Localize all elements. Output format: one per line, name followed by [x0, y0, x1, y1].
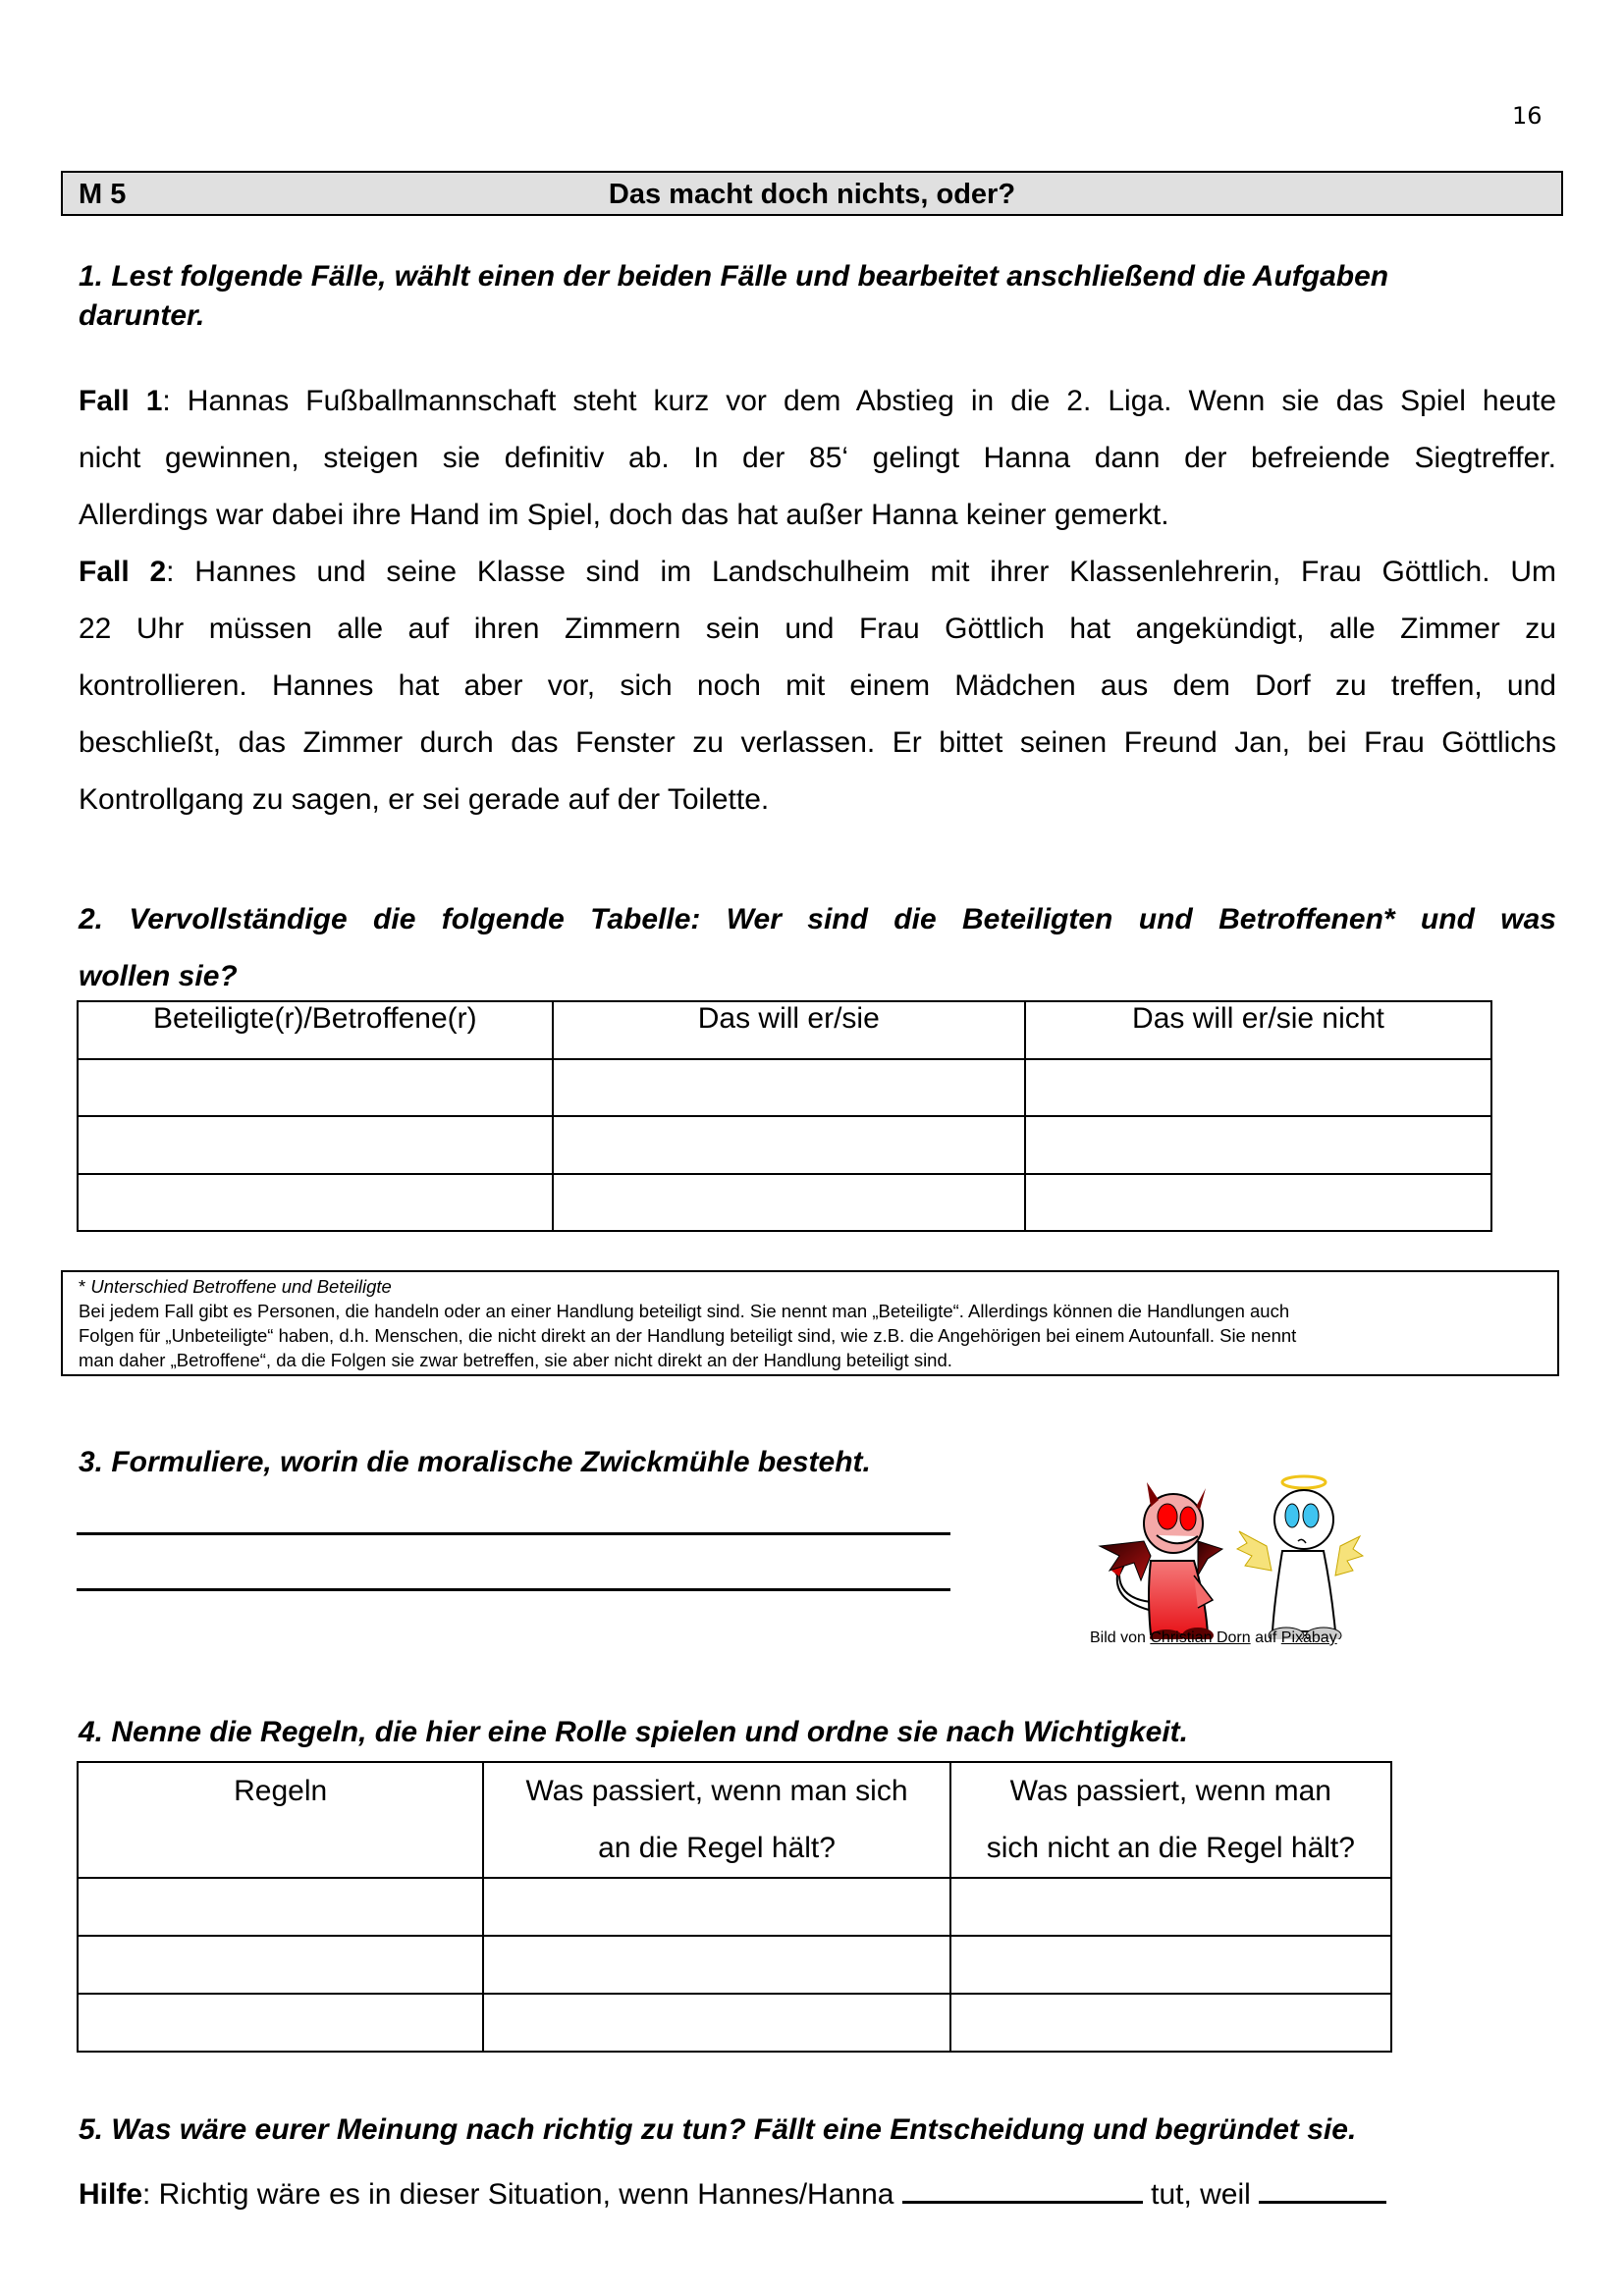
case-2-line: : Hannes und seine Klasse sind im Landschulheim mit ihrer Klassenlehrerin, Frau Göttlich. Um: [166, 556, 1556, 588]
answer-blank-reason[interactable]: [1259, 2173, 1386, 2204]
header-cell: [483, 1762, 949, 1878]
case-2-line: Kontrollgang zu sagen, er sei gerade auf der Toilette.: [79, 783, 770, 816]
task-1-line: 1. Lest folgende Fälle, wählt einen der beiden Fälle und bearbeitet anschließend die Aufgaben: [79, 260, 1389, 293]
definition-note: [61, 1270, 1559, 1376]
credit-mid: auf: [1250, 1629, 1281, 1646]
answer-cell[interactable]: [1025, 1059, 1491, 1116]
note-line: Bei jedem Fall gibt es Personen, die handeln oder an einer Handlung beteiligt sind. Sie nennt man „Beteiligte“. Allerdings können die Handlungen auch: [79, 1301, 1290, 1321]
task-2-line: wollen sie?: [79, 960, 238, 992]
answer-line[interactable]: [77, 1588, 950, 1591]
source-link[interactable]: Pixabay: [1280, 1629, 1337, 1646]
header-cell: [78, 1762, 483, 1878]
answer-cell[interactable]: [78, 1936, 483, 1994]
answer-cell[interactable]: [483, 1878, 949, 1936]
hint-label: Hilfe: [79, 2178, 143, 2211]
case-1-label: Fall 1: [79, 385, 163, 417]
task-4-heading: 4. Nenne die Regeln, die hier eine Rolle spielen und ordne sie nach Wichtigkeit.: [79, 1716, 1188, 1748]
asterisk: *: [79, 1276, 91, 1297]
page-title: Das macht doch nichts, oder?: [608, 179, 1016, 210]
answer-cell[interactable]: [78, 1059, 553, 1116]
hint-mid: tut, weil: [1142, 2178, 1260, 2211]
table-row: [78, 1936, 1391, 1994]
task-5-heading: 5. Was wäre eurer Meinung nach richtig zu tun? Fällt eine Entscheidung und begründet sie.: [79, 2113, 1357, 2146]
author-link[interactable]: Christian Dorn: [1150, 1629, 1251, 1646]
answer-cell[interactable]: [483, 1936, 949, 1994]
task-3-heading: 3. Formuliere, worin die moralische Zwickmühle besteht.: [79, 1446, 871, 1478]
header-cell: Das will er/sie nicht: [1025, 1001, 1491, 1059]
header-line: Was passiert, wenn man: [1009, 1775, 1331, 1807]
task-2-heading: [79, 891, 1556, 1005]
table-row: [78, 1174, 1491, 1231]
answer-cell[interactable]: [553, 1116, 1025, 1174]
hint-text: : Richtig wäre es in dieser Situation, wenn Hannes/Hanna: [142, 2178, 902, 2211]
case-2-line: 22 Uhr müssen alle auf ihren Zimmern sein und Frau Göttlich hat angekündigt, alle Zimmer zu: [79, 613, 1556, 645]
table-row: [78, 1116, 1491, 1174]
header-cell: Das will er/sie: [553, 1001, 1025, 1059]
case-1-text: [79, 373, 1556, 544]
header-cell: Beteiligte(r)/Betroffene(r): [78, 1001, 553, 1059]
note-heading: [79, 1274, 1542, 1299]
answer-cell[interactable]: [950, 1936, 1391, 1994]
answer-blank-action[interactable]: [902, 2173, 1143, 2204]
case-1-line: nicht gewinnen, steigen sie definitiv ab. In der 85‘ gelingt Hanna dann der befreiende Siegtreffer.: [79, 442, 1556, 474]
table-row: [78, 1878, 1391, 1936]
case-2-line: kontrollieren. Hannes hat aber vor, sich noch mit einem Mädchen aus dem Dorf zu treffen, und: [79, 669, 1556, 702]
task-5-hint: [79, 2173, 1386, 2212]
answer-cell[interactable]: [78, 1174, 553, 1231]
material-header: [61, 171, 1563, 216]
task-1-line: darunter.: [79, 299, 205, 332]
answer-cell[interactable]: [553, 1059, 1025, 1116]
note-line: man daher „Betroffene“, da die Folgen sie zwar betreffen, sie aber nicht direkt an der Handlung beteiligt sind.: [79, 1350, 952, 1370]
case-2-text: [79, 544, 1556, 828]
header-cell: [950, 1762, 1391, 1878]
note-line: Folgen für „Unbeteiligte“ haben, d.h. Menschen, die nicht direkt an der Handlung beteiligt sind, wie z.B. die Angehörigen bei einem Autounfall. Sie nennt: [79, 1325, 1297, 1346]
table-row: [78, 1994, 1391, 2052]
case-1-line: Allerdings war dabei ihre Hand im Spiel, doch das hat außer Hanna keiner gemerkt.: [79, 499, 1169, 531]
answer-cell[interactable]: [483, 1994, 949, 2052]
answer-cell[interactable]: [78, 1994, 483, 2052]
material-code: M 5: [79, 179, 127, 210]
answer-cell[interactable]: [950, 1878, 1391, 1936]
table-header-row: [78, 1001, 1491, 1059]
case-2-line: beschließt, das Zimmer durch das Fenster zu verlassen. Er bittet seinen Freund Jan, bei Frau Göttlichs: [79, 726, 1556, 759]
answer-cell[interactable]: [553, 1174, 1025, 1231]
header-line: Regeln: [234, 1775, 328, 1807]
case-1-line: : Hannas Fußballmannschaft steht kurz vor dem Abstieg in die 2. Liga. Wenn sie das Spiel heute: [162, 385, 1557, 417]
participants-table: [77, 1000, 1492, 1232]
image-credit: [1090, 1629, 1337, 1647]
task-2-line: 2. Vervollständige die folgende Tabelle: Wer sind die Beteiligten und Betroffenen* und was: [79, 903, 1556, 935]
task-1-heading: [79, 257, 1561, 336]
header-line: sich nicht an die Regel hält?: [986, 1832, 1355, 1864]
note-heading-text: Unterschied Betroffene und Beteiligte: [90, 1276, 392, 1297]
table-row: [78, 1059, 1491, 1116]
table-header-row: [78, 1762, 1391, 1878]
rules-table: [77, 1761, 1392, 2053]
header-line: an die Regel hält?: [598, 1832, 836, 1864]
page-number: 16: [1512, 102, 1543, 130]
answer-cell[interactable]: [950, 1994, 1391, 2052]
answer-line[interactable]: [77, 1532, 950, 1535]
answer-cell[interactable]: [78, 1878, 483, 1936]
answer-cell[interactable]: [1025, 1174, 1491, 1231]
header-line: Was passiert, wenn man sich: [525, 1775, 908, 1807]
answer-cell[interactable]: [1025, 1116, 1491, 1174]
case-2-label: Fall 2: [79, 556, 167, 588]
credit-prefix: Bild von: [1090, 1629, 1151, 1646]
answer-cell[interactable]: [78, 1116, 553, 1174]
devil-angel-icon: [1090, 1453, 1365, 1639]
